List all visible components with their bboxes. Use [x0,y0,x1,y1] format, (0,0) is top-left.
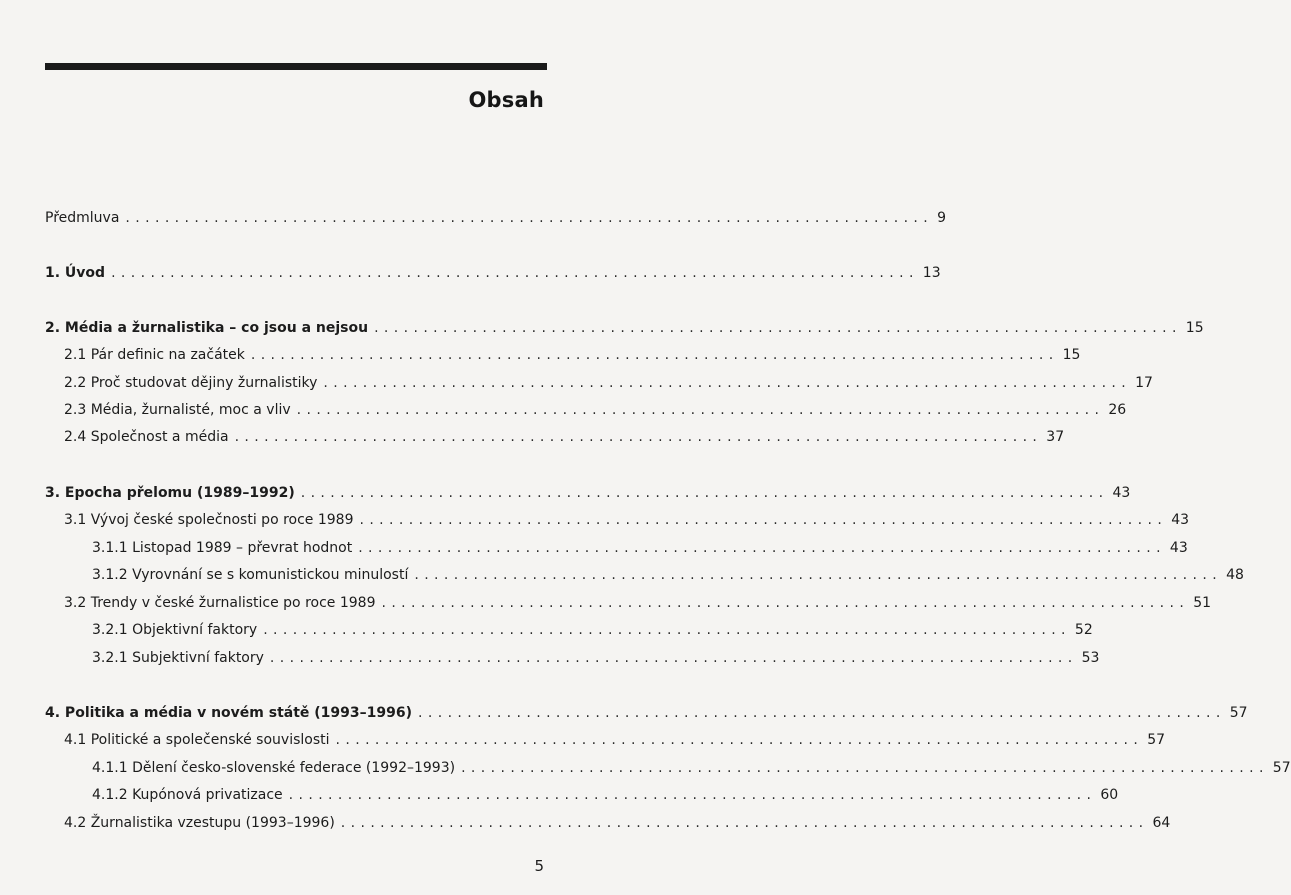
dot-leader: .................................................................................. [358,540,1166,556]
toc-entry-page: 57 [1229,705,1248,721]
toc-entry-label: 2. Média a žurnalistika – co jsou a nejsou [45,320,369,336]
dot-leader: .................................................................................. [414,567,1223,583]
toc-entry-label: 4. Politika a média v novém státě (1993–1996) [45,705,413,721]
toc-entry [45,210,947,230]
toc-entry-label: 3. Epocha přelomu (1989–1992) [45,485,295,501]
toc-entry [45,485,1131,505]
toc-entry-page: 13 [922,265,941,281]
toc-entry-page: 48 [1226,567,1244,583]
toc-entry-page: 53 [1081,650,1100,666]
toc-entry [64,402,1127,422]
toc-entry-label: 4.2 Žurnalistika vzestupu (1993–1996) [64,815,335,831]
toc-entry-label: 4.1.1 Dělení česko-slovenské federace (1992–1993) [92,760,456,776]
dot-leader: .................................................................................. [323,375,1132,391]
toc-entry [64,375,1153,395]
toc-entry-page: 17 [1135,375,1153,391]
toc-entry [45,705,1248,725]
toc-entry-page: 52 [1074,622,1093,638]
toc-entry [45,265,941,285]
toc-entry [64,595,1212,615]
toc-entry [64,347,1081,367]
toc-entry-page: 64 [1152,815,1171,831]
toc-entry [92,540,1188,560]
toc-entry-label: 3.2.1 Objektivní faktory [92,622,258,638]
toc-entry [45,320,1204,340]
dot-leader: .................................................................................. [234,429,1043,445]
toc-entry-label: 2.3 Média, žurnalisté, moc a vliv [64,402,291,418]
toc-entry [92,787,1119,807]
toc-entry-label: 3.1.2 Vyrovnání se s komunistickou minulostí [92,567,409,583]
toc-entry-label: 3.2.1 Subjektivní faktory [92,650,264,666]
dot-leader: .................................................................................. [359,512,1168,528]
dot-leader: .................................................................................. [263,622,1071,638]
toc-entry [92,567,1244,587]
toc-entry-label: Předmluva [45,210,120,226]
dot-leader: .................................................................................. [340,815,1149,831]
toc-entry [64,732,1166,752]
toc-entry-page: 43 [1112,485,1131,501]
toc-entry [92,650,1100,670]
dot-leader: .................................................................................. [288,787,1097,803]
toc-entry-label: 3.1 Vývoj české společnosti po roce 1989 [64,512,354,528]
toc-entry-page: 60 [1100,787,1119,803]
toc-entry-page: 51 [1193,595,1212,611]
dot-leader: .................................................................................. [418,705,1226,721]
toc-entry-label: 4.1 Politické a společenské souvislosti [64,732,330,748]
dot-leader: .................................................................................. [374,320,1182,336]
toc-entry-label: 4.1.2 Kupónová privatizace [92,787,283,803]
dot-leader: .................................................................................. [381,595,1190,611]
toc-entry [92,622,1093,642]
dot-leader: .................................................................................. [300,485,1109,501]
dot-leader: .................................................................................. [125,210,934,226]
dot-leader: .................................................................................. [461,760,1269,776]
toc-entry-label: 3.1.1 Listopad 1989 – převrat hodnot [92,540,353,556]
toc-entry-label: 2.4 Společnost a média [64,429,229,445]
dot-leader: .................................................................................. [250,347,1059,363]
toc-entry-page: 15 [1062,347,1081,363]
toc-entry [64,815,1171,835]
dot-leader: .................................................................................. [111,265,919,281]
toc-entry-page: 37 [1046,429,1065,445]
toc-entry-label: 2.1 Pár definic na začátek [64,347,245,363]
toc-entry-label: 2.2 Proč studovat dějiny žurnalistiky [64,375,318,391]
toc-entry-page: 43 [1169,540,1188,556]
page-title: Obsah [468,88,544,112]
toc-entry [64,512,1190,532]
toc-entry-page: 26 [1108,402,1127,418]
toc-entry-page: 43 [1171,512,1190,528]
dot-leader: .................................................................................. [335,732,1144,748]
toc-entry-page: 15 [1185,320,1204,336]
toc-entry [64,429,1065,449]
toc-entry-page: 57 [1147,732,1166,748]
toc-entry-page: 9 [937,210,947,226]
page-number: 5 [534,857,544,875]
toc-entry-label: 1. Úvod [45,265,106,281]
dot-leader: .................................................................................. [269,650,1078,666]
dot-leader: .................................................................................. [296,402,1105,418]
toc-entry-label: 3.2 Trendy v české žurnalistice po roce 1989 [64,595,376,611]
toc-entry [92,760,1291,780]
toc-entry-page: 57 [1272,760,1291,776]
